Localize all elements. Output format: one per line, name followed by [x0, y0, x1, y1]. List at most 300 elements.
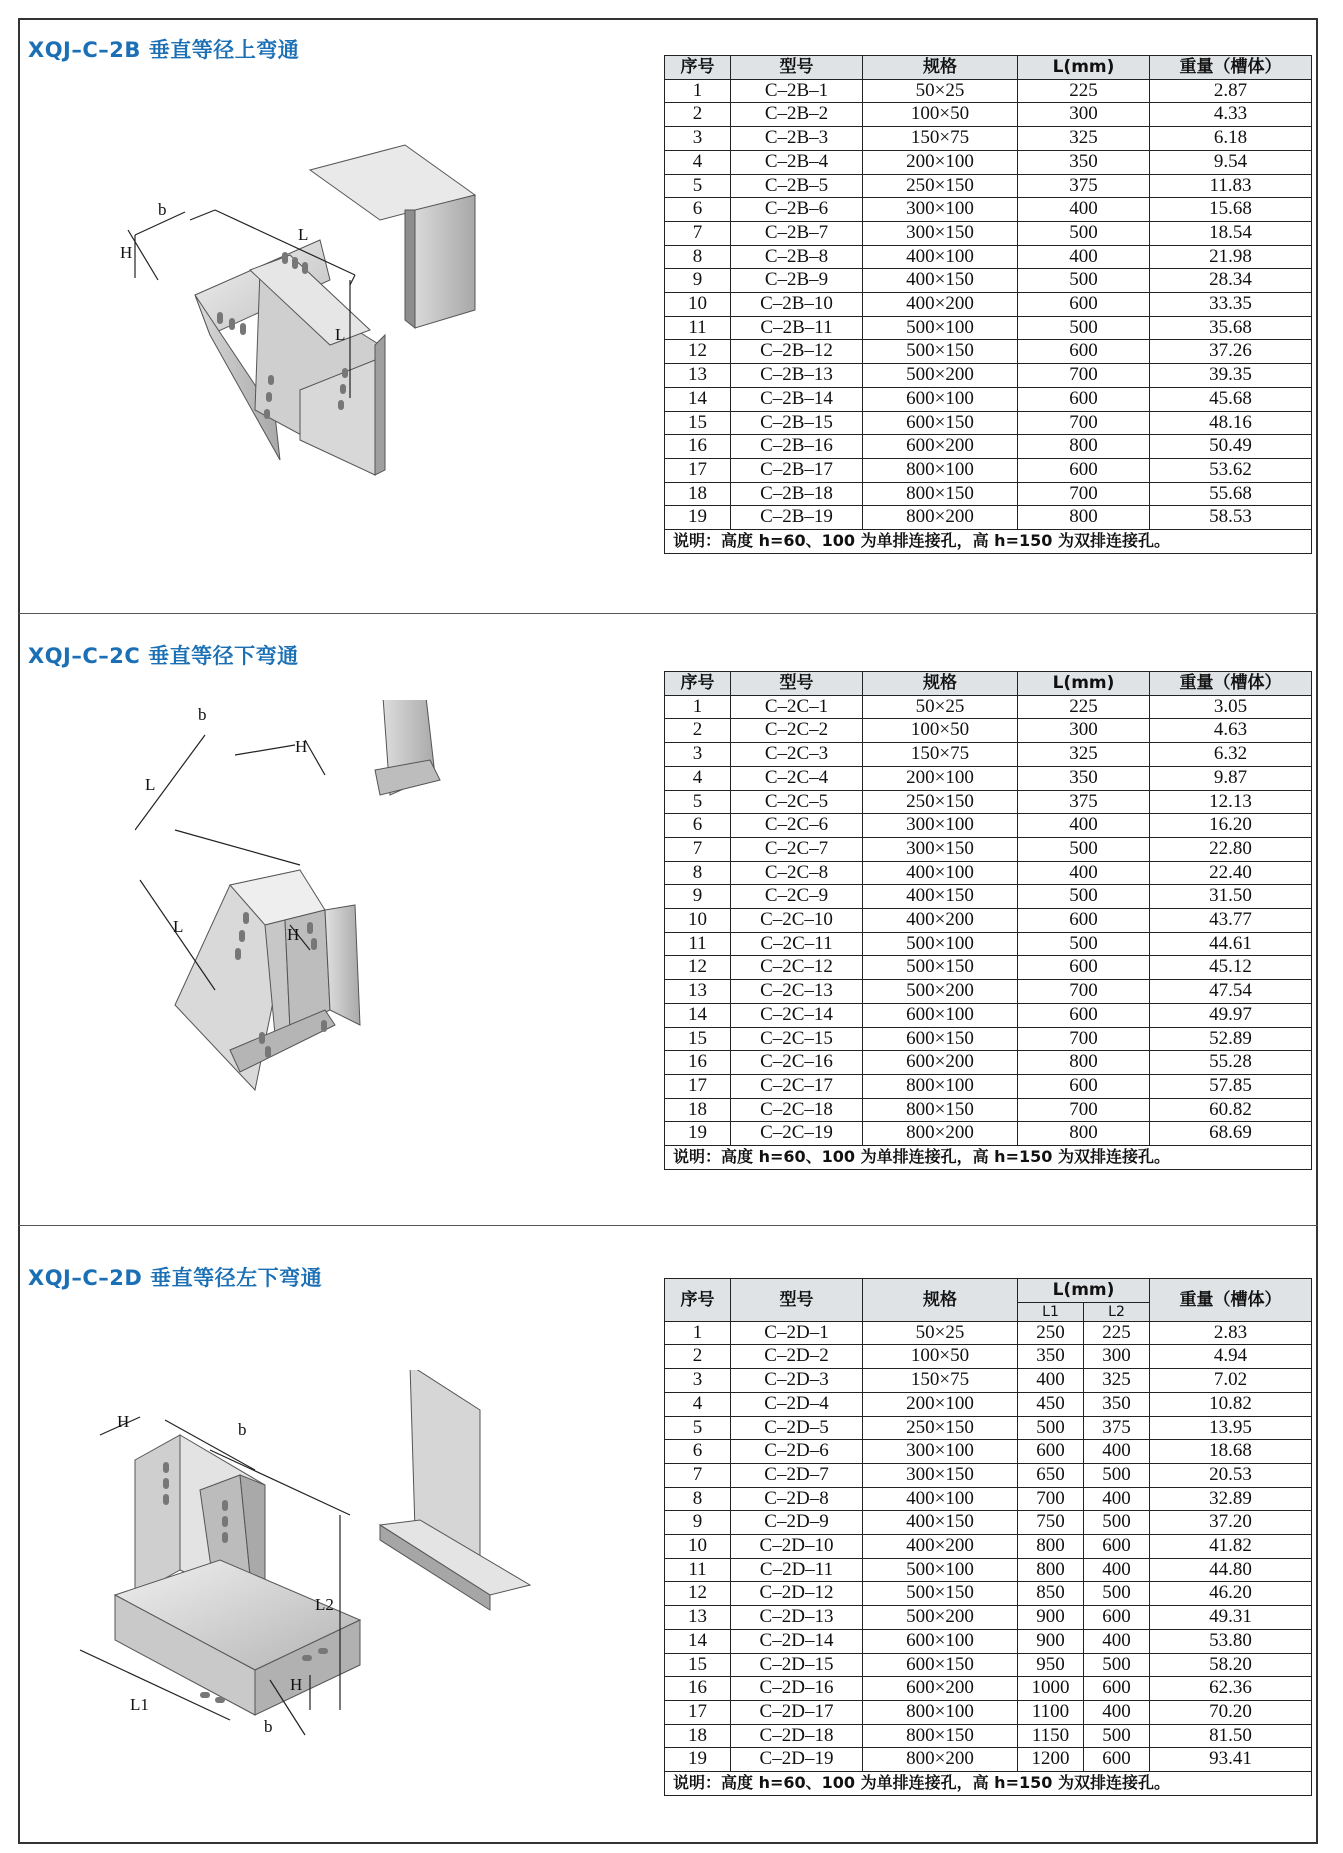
table-cell: 8 [665, 245, 731, 269]
table-cell: C–2D–9 [731, 1511, 863, 1535]
table-row [665, 293, 1312, 317]
table-cell: 50×25 [863, 79, 1018, 103]
table-cell: C–2D–16 [731, 1677, 863, 1701]
table-cell: 400 [1084, 1487, 1150, 1511]
table-cell: 250×150 [863, 174, 1018, 198]
table-cell: 700 [1018, 411, 1150, 435]
table-cell: 800×200 [863, 506, 1018, 530]
table-cell: 16.20 [1150, 814, 1312, 838]
table-cell: C–2D–6 [731, 1440, 863, 1464]
table-row [665, 1416, 1312, 1440]
table-cell: 600×150 [863, 1027, 1018, 1051]
table-cell: 49.97 [1150, 1003, 1312, 1027]
table-cell: 9 [665, 269, 731, 293]
table-cell: 375 [1018, 790, 1150, 814]
table-cell: 10.82 [1150, 1392, 1312, 1416]
table-cell: C–2B–8 [731, 245, 863, 269]
table-cell: C–2C–14 [731, 1003, 863, 1027]
table-cell: 400×100 [863, 245, 1018, 269]
table-row [665, 956, 1312, 980]
table-cell: C–2C–11 [731, 932, 863, 956]
table-cell: C–2C–4 [731, 766, 863, 790]
table-row [665, 1463, 1312, 1487]
table-cell: 600×200 [863, 1677, 1018, 1701]
table-cell: 93.41 [1150, 1748, 1312, 1772]
table-cell: 68.69 [1150, 1122, 1312, 1146]
table-cell: 7 [665, 837, 731, 861]
spec-table-2b [664, 55, 1312, 554]
table-cell: C–2D–17 [731, 1700, 863, 1724]
table-row [665, 1487, 1312, 1511]
table-cell: 31.50 [1150, 885, 1312, 909]
table-row [665, 885, 1312, 909]
table-cell: C–2C–2 [731, 719, 863, 743]
table-cell: 17 [665, 1074, 731, 1098]
col-subheader-l2: L2 [1084, 1302, 1150, 1321]
table-cell: 52.89 [1150, 1027, 1312, 1051]
col-header: 规格 [863, 1279, 1018, 1322]
table-cell: 400×150 [863, 269, 1018, 293]
table-cell: 1 [665, 1321, 731, 1345]
table-cell: C–2D–1 [731, 1321, 863, 1345]
table-cell: 18 [665, 482, 731, 506]
table-cell: 200×100 [863, 150, 1018, 174]
table-cell: 53.62 [1150, 458, 1312, 482]
table-cell: 225 [1018, 695, 1150, 719]
table-cell: 800×150 [863, 1098, 1018, 1122]
table-cell: 81.50 [1150, 1724, 1312, 1748]
table-cell: 300×100 [863, 198, 1018, 222]
table-cell: C–2B–7 [731, 221, 863, 245]
dim-label-l1: L1 [130, 1695, 149, 1714]
table-cell: 250×150 [863, 1416, 1018, 1440]
table-cell: 17 [665, 458, 731, 482]
table-cell: 500 [1018, 837, 1150, 861]
table-cell: 400 [1084, 1700, 1150, 1724]
table-cell: 16 [665, 1677, 731, 1701]
table-cell: 325 [1084, 1369, 1150, 1393]
table-cell: 18 [665, 1724, 731, 1748]
table-cell: 500 [1018, 932, 1150, 956]
table-row [665, 1511, 1312, 1535]
table-cell: 6 [665, 1440, 731, 1464]
dim-label-h: H [120, 243, 133, 262]
table-row [665, 387, 1312, 411]
table-cell: 15 [665, 1653, 731, 1677]
table-cell: 800 [1018, 1558, 1084, 1582]
table-header-row [665, 56, 1312, 80]
table-cell: 250 [1018, 1321, 1084, 1345]
table-cell: 800 [1018, 1122, 1150, 1146]
table-cell: 750 [1018, 1511, 1084, 1535]
table-cell: 15 [665, 411, 731, 435]
table-cell: C–2C–16 [731, 1051, 863, 1075]
diagram-2c-downward-bend [135, 700, 565, 1170]
table-cell: 22.80 [1150, 837, 1312, 861]
table-row [665, 695, 1312, 719]
table-cell: 9.54 [1150, 150, 1312, 174]
table-row [665, 814, 1312, 838]
col-header: 规格 [863, 56, 1018, 80]
table-cell: 1 [665, 695, 731, 719]
table-cell: 10 [665, 909, 731, 933]
table-cell: 200×100 [863, 1392, 1018, 1416]
table-row [665, 1440, 1312, 1464]
table-cell: C–2B–19 [731, 506, 863, 530]
table-cell: 900 [1018, 1629, 1084, 1653]
table-cell: 70.20 [1150, 1700, 1312, 1724]
table-cell: C–2B–11 [731, 316, 863, 340]
table-cell: 47.54 [1150, 980, 1312, 1004]
table-cell: 6.32 [1150, 743, 1312, 767]
table-cell: 400×150 [863, 1511, 1018, 1535]
table-row [665, 1629, 1312, 1653]
table-cell: C–2B–17 [731, 458, 863, 482]
table-cell: 600 [1084, 1677, 1150, 1701]
table-cell: C–2D–11 [731, 1558, 863, 1582]
spec-table-2d [664, 1278, 1312, 1796]
table-cell: 400 [1018, 1369, 1084, 1393]
table-cell: C–2B–12 [731, 340, 863, 364]
table-cell: 450 [1018, 1392, 1084, 1416]
table-cell: C–2D–19 [731, 1748, 863, 1772]
table-row [665, 174, 1312, 198]
table-cell: 400 [1084, 1440, 1150, 1464]
table-cell: 19 [665, 1122, 731, 1146]
col-header: L(mm) [1018, 1279, 1150, 1303]
table-cell: 44.61 [1150, 932, 1312, 956]
table-cell: 600 [1018, 909, 1150, 933]
table-cell: 300 [1018, 719, 1150, 743]
table-cell: 600×100 [863, 1629, 1018, 1653]
table-cell: C–2B–13 [731, 364, 863, 388]
table-cell: 10 [665, 293, 731, 317]
table-cell: C–2C–10 [731, 909, 863, 933]
table-cell: 15 [665, 1027, 731, 1051]
section-divider [18, 1225, 1318, 1226]
table-cell: 400 [1018, 861, 1150, 885]
table-cell: 300×150 [863, 837, 1018, 861]
table-cell: 500×200 [863, 1606, 1018, 1630]
table-row [665, 198, 1312, 222]
table-cell: 11 [665, 1558, 731, 1582]
table-cell: C–2C–7 [731, 837, 863, 861]
table-row [665, 861, 1312, 885]
table-cell: C–2D–8 [731, 1487, 863, 1511]
table-cell: 800 [1018, 435, 1150, 459]
table-row [665, 1535, 1312, 1559]
table-cell: 400 [1018, 814, 1150, 838]
table-cell: 100×50 [863, 1345, 1018, 1369]
col-header: 序号 [665, 1279, 731, 1322]
table-row [665, 1321, 1312, 1345]
table-cell: 2.83 [1150, 1321, 1312, 1345]
table-cell: 1200 [1018, 1748, 1084, 1772]
table-cell: 49.31 [1150, 1606, 1312, 1630]
table-cell: 350 [1018, 1345, 1084, 1369]
table-cell: 400×100 [863, 861, 1018, 885]
section-divider [18, 613, 1318, 614]
table-cell: 11 [665, 932, 731, 956]
table-cell: 53.80 [1150, 1629, 1312, 1653]
table-cell: C–2C–17 [731, 1074, 863, 1098]
table-cell: C–2D–4 [731, 1392, 863, 1416]
table-cell: C–2B–14 [731, 387, 863, 411]
table-cell: 600 [1018, 458, 1150, 482]
table-cell: 2 [665, 1345, 731, 1369]
table-cell: 400×100 [863, 1487, 1018, 1511]
table-cell: 21.98 [1150, 245, 1312, 269]
table-cell: 2.87 [1150, 79, 1312, 103]
table-cell: 58.53 [1150, 506, 1312, 530]
table-cell: 800×100 [863, 1700, 1018, 1724]
table-cell: 700 [1018, 1027, 1150, 1051]
table-cell: 6.18 [1150, 127, 1312, 151]
table-row [665, 1558, 1312, 1582]
table-cell: 44.80 [1150, 1558, 1312, 1582]
table-cell: 600 [1084, 1535, 1150, 1559]
table-cell: 12 [665, 340, 731, 364]
table-row [665, 932, 1312, 956]
table-cell: 850 [1018, 1582, 1084, 1606]
section-title-2d: XQJ–C–2D 垂直等径左下弯通 [28, 1266, 323, 1290]
table-cell: 600 [1084, 1606, 1150, 1630]
table-cell: C–2B–15 [731, 411, 863, 435]
table-cell: 8 [665, 861, 731, 885]
table-cell: 250×150 [863, 790, 1018, 814]
table-cell: 500 [1018, 1416, 1084, 1440]
table-cell: 12 [665, 956, 731, 980]
table-cell: C–2B–16 [731, 435, 863, 459]
table-cell: 300×100 [863, 1440, 1018, 1464]
table-cell: 22.40 [1150, 861, 1312, 885]
table-note: 说明：高度 h=60、100 为单排连接孔，高 h=150 为双排连接孔。 [665, 530, 1312, 554]
table-cell: 500 [1018, 221, 1150, 245]
table-cell: 14 [665, 1629, 731, 1653]
diagram-2d-left-downward-bend [70, 1370, 630, 1750]
table-cell: C–2B–9 [731, 269, 863, 293]
table-cell: C–2C–6 [731, 814, 863, 838]
table-cell: 14 [665, 1003, 731, 1027]
table-cell: C–2B–5 [731, 174, 863, 198]
table-cell: 55.28 [1150, 1051, 1312, 1075]
table-row [665, 269, 1312, 293]
table-cell: 100×50 [863, 103, 1018, 127]
table-cell: 12.13 [1150, 790, 1312, 814]
table-cell: 600×200 [863, 1051, 1018, 1075]
table-cell: C–2D–12 [731, 1582, 863, 1606]
table-cell: 4.63 [1150, 719, 1312, 743]
table-cell: C–2D–3 [731, 1369, 863, 1393]
table-row [665, 743, 1312, 767]
dim-label-b: b [198, 705, 207, 724]
table-cell: 800×200 [863, 1122, 1018, 1146]
table-cell: 7 [665, 221, 731, 245]
table-cell: 50×25 [863, 695, 1018, 719]
table-row [665, 411, 1312, 435]
table-cell: 400×200 [863, 909, 1018, 933]
table-cell: C–2D–18 [731, 1724, 863, 1748]
table-cell: 4 [665, 1392, 731, 1416]
table-row [665, 766, 1312, 790]
table-row [665, 1027, 1312, 1051]
table-cell: 3 [665, 743, 731, 767]
table-cell: 500 [1084, 1511, 1150, 1535]
table-cell: 16 [665, 1051, 731, 1075]
table-cell: 13 [665, 980, 731, 1004]
table-cell: 300×100 [863, 814, 1018, 838]
table-cell: 375 [1084, 1416, 1150, 1440]
table-row [665, 1653, 1312, 1677]
table-row [665, 1700, 1312, 1724]
table-cell: 700 [1018, 482, 1150, 506]
table-cell: 500×150 [863, 340, 1018, 364]
table-cell: 11.83 [1150, 174, 1312, 198]
table-row [665, 150, 1312, 174]
table-cell: 400 [1084, 1558, 1150, 1582]
table-cell: 300 [1018, 103, 1150, 127]
table-cell: 350 [1084, 1392, 1150, 1416]
table-cell: 300×150 [863, 1463, 1018, 1487]
col-header: 型号 [731, 1279, 863, 1322]
table-cell: 12 [665, 1582, 731, 1606]
table-row [665, 1392, 1312, 1416]
table-cell: 350 [1018, 150, 1150, 174]
table-cell: 50×25 [863, 1321, 1018, 1345]
table-cell: 9 [665, 885, 731, 909]
table-row [665, 1606, 1312, 1630]
table-cell: 500×100 [863, 932, 1018, 956]
table-cell: 400×200 [863, 293, 1018, 317]
table-cell: 700 [1018, 1098, 1150, 1122]
table-row [665, 127, 1312, 151]
table-row [665, 1748, 1312, 1772]
dim-label-l-upper: L [145, 775, 156, 794]
table-cell: 5 [665, 1416, 731, 1440]
table-cell: 46.20 [1150, 1582, 1312, 1606]
table-cell: 9 [665, 1511, 731, 1535]
table-cell: 375 [1018, 174, 1150, 198]
table-cell: 4.94 [1150, 1345, 1312, 1369]
table-cell: 600 [1018, 1440, 1084, 1464]
table-cell: 17 [665, 1700, 731, 1724]
spec-table-2c [664, 671, 1312, 1170]
table-cell: 800 [1018, 1535, 1084, 1559]
table-cell: C–2B–18 [731, 482, 863, 506]
dim-label-l-side: L [335, 325, 346, 344]
table-cell: 500 [1084, 1463, 1150, 1487]
table-cell: 33.35 [1150, 293, 1312, 317]
table-cell: 600 [1018, 1074, 1150, 1098]
dim-label-l-top: L [298, 225, 309, 244]
table-cell: 19 [665, 506, 731, 530]
table-cell: 1 [665, 79, 731, 103]
table-header-row [665, 1279, 1312, 1303]
dim-label-h-top: H [295, 737, 308, 756]
dim-label-h-top: H [117, 1412, 130, 1431]
dim-label-b: b [158, 200, 167, 219]
table-cell: C–2B–1 [731, 79, 863, 103]
table-cell: 600 [1018, 956, 1150, 980]
table-cell: C–2C–5 [731, 790, 863, 814]
table-cell: 28.34 [1150, 269, 1312, 293]
table-cell: 20.53 [1150, 1463, 1312, 1487]
table-row [665, 1677, 1312, 1701]
table-cell: 35.68 [1150, 316, 1312, 340]
table-cell: 225 [1018, 79, 1150, 103]
table-cell: 500 [1084, 1653, 1150, 1677]
table-cell: 18.54 [1150, 221, 1312, 245]
table-cell: 225 [1084, 1321, 1150, 1345]
table-row [665, 1098, 1312, 1122]
table-cell: 500×150 [863, 1582, 1018, 1606]
table-cell: 300 [1084, 1345, 1150, 1369]
table-cell: 600×100 [863, 387, 1018, 411]
table-cell: C–2D–7 [731, 1463, 863, 1487]
table-cell: 8 [665, 1487, 731, 1511]
table-cell: 18 [665, 1098, 731, 1122]
table-cell: 5 [665, 174, 731, 198]
table-cell: 950 [1018, 1653, 1084, 1677]
table-cell: 45.12 [1150, 956, 1312, 980]
table-cell: 100×50 [863, 719, 1018, 743]
table-cell: 4.33 [1150, 103, 1312, 127]
table-cell: 150×75 [863, 1369, 1018, 1393]
table-cell: 9.87 [1150, 766, 1312, 790]
col-header: 重量（槽体） [1150, 56, 1312, 80]
table-cell: 325 [1018, 743, 1150, 767]
table-cell: 600×100 [863, 1003, 1018, 1027]
table-cell: 300×150 [863, 221, 1018, 245]
table-row [665, 1369, 1312, 1393]
table-cell: 400 [1084, 1629, 1150, 1653]
section-title-2c: XQJ–C–2C 垂直等径下弯通 [28, 644, 299, 668]
table-cell: C–2C–19 [731, 1122, 863, 1146]
table-cell: 10 [665, 1535, 731, 1559]
table-cell: 3 [665, 1369, 731, 1393]
table-cell: C–2D–15 [731, 1653, 863, 1677]
table-cell: C–2C–15 [731, 1027, 863, 1051]
col-header: 序号 [665, 56, 731, 80]
table-cell: C–2D–2 [731, 1345, 863, 1369]
table-cell: 32.89 [1150, 1487, 1312, 1511]
table-cell: 800×150 [863, 1724, 1018, 1748]
table-cell: 50.49 [1150, 435, 1312, 459]
table-cell: 4 [665, 150, 731, 174]
table-cell: 6 [665, 814, 731, 838]
table-cell: C–2B–6 [731, 198, 863, 222]
table-cell: 500 [1084, 1724, 1150, 1748]
col-header: 重量（槽体） [1150, 1279, 1312, 1322]
table-row [665, 506, 1312, 530]
dim-label-h-bottom: H [287, 925, 300, 944]
table-cell: 600×200 [863, 435, 1018, 459]
section-title-2b: XQJ–C–2B 垂直等径上弯通 [28, 38, 300, 62]
dim-label-l2: L2 [315, 1595, 334, 1614]
table-row [665, 1003, 1312, 1027]
table-row [665, 1582, 1312, 1606]
table-cell: C–2C–3 [731, 743, 863, 767]
table-row [665, 245, 1312, 269]
table-cell: 13 [665, 1606, 731, 1630]
table-row [665, 909, 1312, 933]
dim-label-h-bottom: H [290, 1675, 303, 1694]
table-row [665, 316, 1312, 340]
table-cell: C–2C–9 [731, 885, 863, 909]
table-row [665, 1724, 1312, 1748]
table-note: 说明：高度 h=60、100 为单排连接孔，高 h=150 为双排连接孔。 [665, 1146, 1312, 1170]
table-cell: 37.20 [1150, 1511, 1312, 1535]
